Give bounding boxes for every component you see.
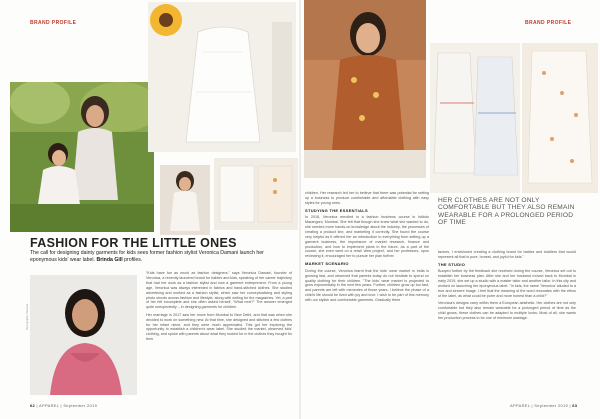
- body-column-2: [305, 191, 429, 306]
- body-column-3: [438, 250, 576, 323]
- body-paragraph: Buoyed further by the feedback she received during the course, Veronica set out to establish her business plan. After she and her husband moved back to Mumbai in early 2019, she set up a studio with a master tailor and another tailor. In this city and worked on launching her eponymous label. "In kids, the name 'Veronica' alluded to a true and sincere image. I feel that the meaning of the word resonates with the ethos of the label, as what could be purer and more honest than a child?": [438, 269, 576, 298]
- standfirst: [30, 250, 290, 263]
- section-heading: THE STUDIO: [438, 261, 466, 267]
- photo-garment-detail: [214, 158, 298, 230]
- body-paragraph: During the course, Veronica learnt that the kids' wear market in India is growing fast, and observed that parents today do not hesitate to spend on quality clothing for their children. "The kids' wear market is projected to grow exponentially in the next few years. Further, children grow up too fast, and parents are left with memories of those years. I believe the phase of a child's life should be lived with joy and love. I wish to be part of this memory with our stylish and comfortable garments. Gradually there: [305, 268, 429, 303]
- photo-girls-on-grass: [10, 82, 154, 232]
- body-column-1: [146, 271, 292, 345]
- body-paragraph: factors, I envisioned creating a clothing brand for babies and toddlers that would represent all that is pure, honest, and joyful for kids.": [438, 250, 576, 259]
- photo-designer-portrait: [30, 275, 137, 395]
- issue-date-left: September 2019: [63, 403, 98, 408]
- page-headline: FASHION FOR THE LITTLE ONES: [30, 236, 237, 250]
- magazine-name-right: APPAREL: [510, 403, 531, 408]
- footer-left: 62 | APPAREL | September 2019: [30, 403, 98, 408]
- author-name: Brinda Gill: [96, 256, 123, 263]
- section-tag-left: BRAND PROFILE: [30, 20, 77, 26]
- photo-hanging-dresses: [430, 43, 520, 193]
- photo-dress-detail: [522, 43, 598, 193]
- page-number-right: 63: [572, 403, 578, 408]
- pull-quote: HER CLOTHES ARE NOT ONLY COMFORTABLE BUT THEY ALSO REMAIN WEARABLE FOR A PROLONGED PERIOD OF TIME: [438, 197, 575, 227]
- body-paragraph: "Kids have fun as much as fashion designers," says Veronica Damani, founder of Veronica, a recently launched brand for babies and kids, speaking of her career trajectory that had her work as a fashion stylist and now a garment entrepreneur. From a young age, Veronica was always interested in fabrics and hand-stitched clothes. She studied advertising and worked as a fashion stylist, which saw her conceptualising and styling photo shoots across fashion and lifestyle, along with writing for the magazines. Yet, a part of her felt incomplete and she often asked herself, "What next?" The answer emerged quite unexpectedly – in designing garments for children.: [146, 271, 292, 310]
- body-paragraph: Her marriage in 2017 saw her move from Mumbai to New Delhi, and that was when she decided to work on something new. At that time, she designed and stitched a few clothes for her infant niece, and they were much appreciated. This got her exploring the opportunity to establish a children's wear label. She studied the market, observed kids' clothing, and spoke with parents about what they looked for in the clothes they bought for their: [146, 312, 292, 342]
- body-paragraph: children. Her research led her to believe that there was potential for setting up a business to produce comfortable and affordable clothing with easy styles for young ones.: [305, 191, 429, 205]
- section-heading: STUDYING THE ESSENTIALS: [305, 207, 368, 213]
- body-paragraph: Veronica's designs carry within them a European aesthetic. Her clothes are not only comfortable but they also remain wearable for a prolonged period of time as the child grows, these clothes can be adapted to multiple looks. Most of all, she wants her production process to be one of minimum wastage.: [438, 301, 576, 320]
- section-heading: MARKET SCENARIO: [305, 261, 349, 267]
- page-number-left: 62: [30, 403, 36, 408]
- footer-right: APPAREL | September 2019 | 63: [510, 403, 578, 408]
- magazine-name-left: APPAREL: [39, 403, 60, 408]
- body-paragraph: In 2018, Veronica enrolled in a fashion business course in Istituto Marangoni, Mumbai. She felt that though she knew what she wanted to do, she needed more hands-on knowledge about the industry, the processes of creating a product line, and marketing it correctly. She found the course very helpful as it offered her an introduction to everything from setting up a garment business, the importance of market research, finance and production, and how to implement plans in the future. As a part of the course, she even went on a retail 'view project', and her professors, upon reviewing it, encouraged her to pursue her plan further.: [305, 215, 429, 259]
- standfirst-text: The call for designing dainty garments for kids sees former fashion stylist Veronica Damani launch her eponymous kids' wear label.: [30, 250, 264, 263]
- section-tag-right: BRAND PROFILE: [525, 20, 572, 26]
- page-gutter: [299, 0, 301, 419]
- photo-girl-floral-dress: [304, 0, 426, 178]
- issue-date-right: September 2019: [534, 403, 569, 408]
- photo-small-girl: [160, 165, 210, 235]
- photo-credit: Photographs: Veronica: [26, 303, 29, 330]
- photo-white-dress: [148, 2, 296, 152]
- standfirst-suffix: profiles.: [122, 256, 143, 263]
